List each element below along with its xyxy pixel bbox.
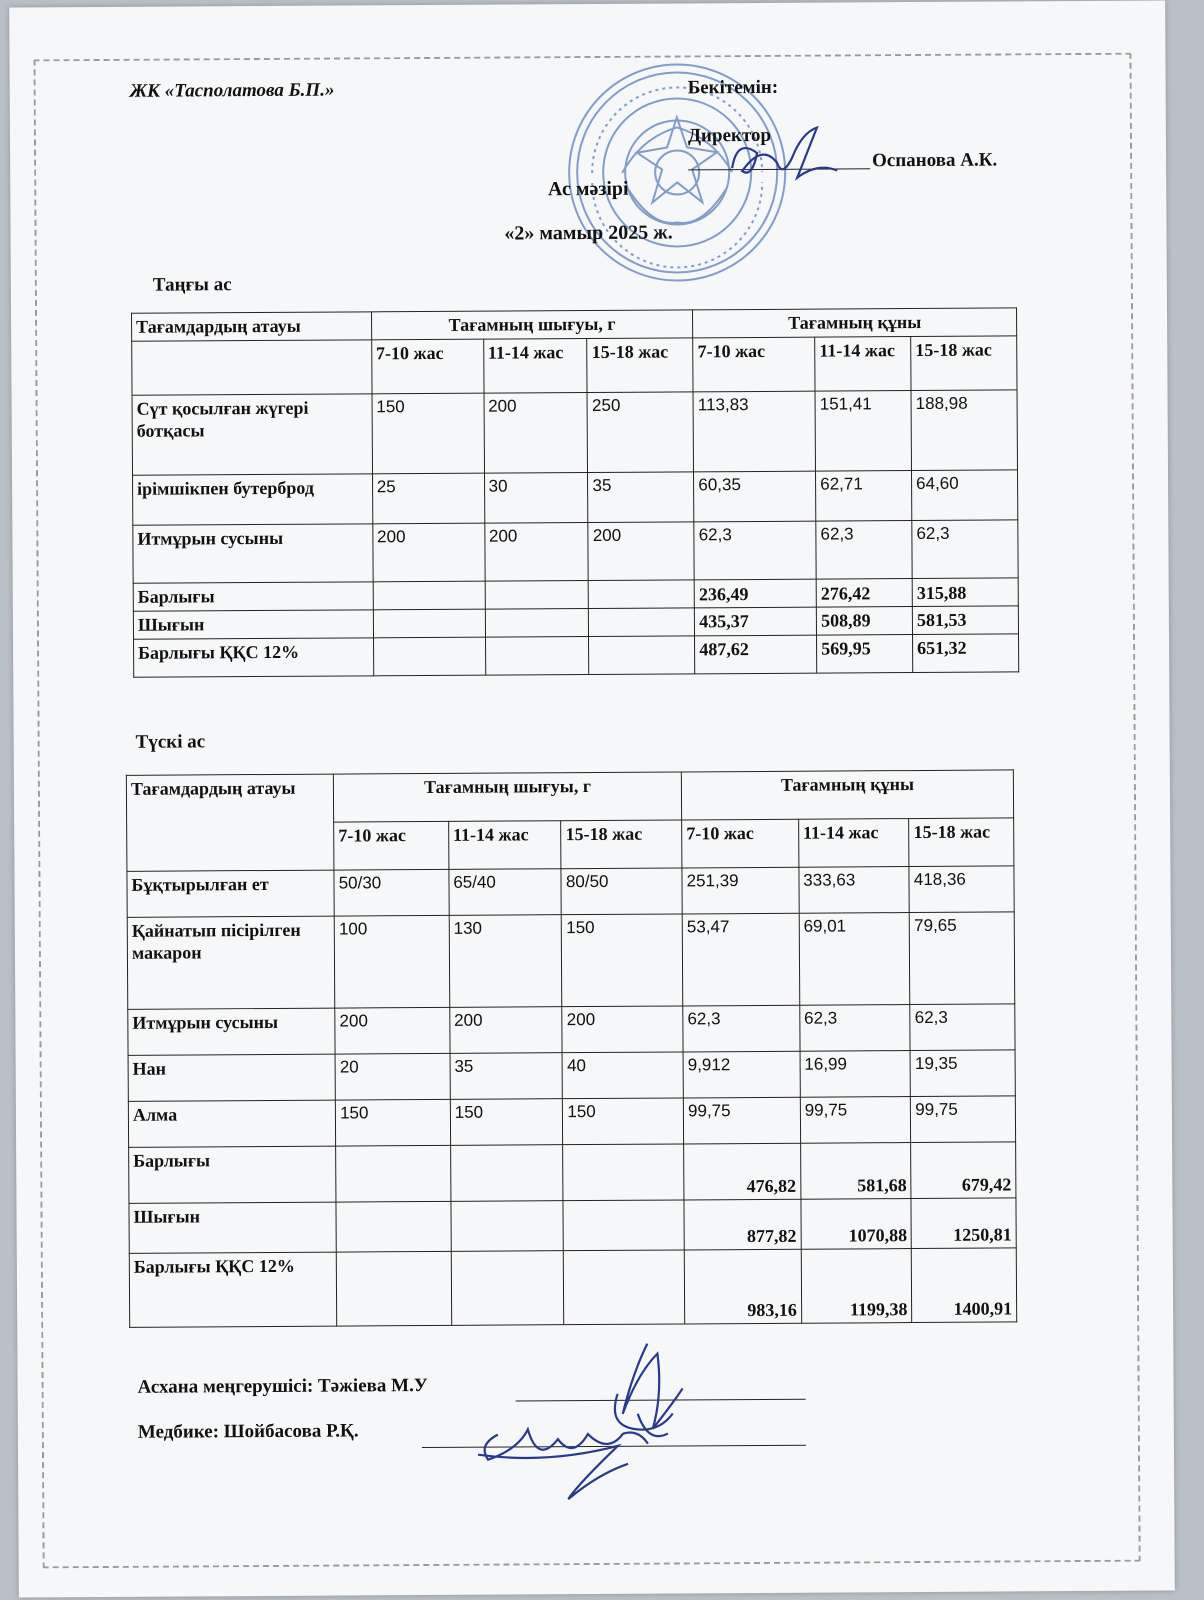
total-cost: 1070,88 — [801, 1199, 912, 1250]
organization-name: ЖК «Тасполатова Б.П.» — [129, 79, 335, 102]
output-cell: 65/40 — [449, 869, 562, 916]
cost-cell: 62,3 — [800, 1005, 911, 1052]
cost-cell: 64,60 — [912, 470, 1018, 521]
empty-cell — [589, 636, 695, 675]
total-label: Шығын — [129, 1202, 336, 1253]
total-cost: 435,37 — [695, 607, 817, 636]
empty-cell — [336, 1145, 451, 1202]
cost-cell: 99,75 — [911, 1096, 1016, 1143]
header-empty — [132, 340, 372, 395]
header-age: 7-10 жас — [693, 337, 815, 392]
approve-label: Бекітемін: — [687, 76, 779, 99]
table-row — [127, 912, 1015, 1009]
cost-cell: 19,35 — [910, 1050, 1015, 1097]
cost-cell: 9,912 — [683, 1051, 800, 1098]
output-cell: 150 — [372, 393, 484, 474]
total-label: Барлығы — [133, 582, 373, 611]
table-row — [127, 866, 1014, 917]
cost-cell: 62,3 — [683, 1005, 800, 1052]
cost-cell: 62,3 — [816, 521, 912, 580]
document-sheet — [9, 0, 1175, 1597]
output-cell: 200 — [450, 1007, 563, 1054]
total-cost: 236,49 — [694, 579, 816, 608]
empty-cell — [589, 608, 695, 637]
dish-name: Итмұрын сусыны — [128, 1008, 335, 1055]
cost-cell: 69,01 — [799, 913, 910, 1006]
dish-name: Бұқтырылған ет — [127, 870, 334, 917]
output-cell: 200 — [562, 1006, 683, 1053]
output-cell: 25 — [372, 473, 484, 524]
header-cost: Тағамның құны — [693, 308, 1017, 338]
output-cell: 200 — [335, 1007, 450, 1054]
lunch-table — [126, 769, 1017, 1327]
table-row — [133, 520, 1018, 583]
total-label: Барлығы ҚҚС 12% — [129, 1252, 337, 1327]
menu-title: Ас мәзірі — [547, 177, 629, 201]
empty-cell — [373, 637, 485, 676]
total-row — [129, 1248, 1016, 1327]
cost-cell: 62,3 — [912, 520, 1018, 579]
cost-cell: 188,98 — [911, 390, 1017, 471]
breakfast-section-title: Таңғы ас — [152, 274, 232, 296]
total-label: Шығын — [133, 610, 373, 639]
output-cell: 200 — [484, 523, 588, 582]
total-cost: 476,82 — [684, 1143, 801, 1200]
lunch-section-title: Түскі ас — [135, 731, 206, 753]
output-cell: 250 — [587, 392, 693, 473]
kitchen-head: Асхана меңгерушісі: Тәжіева М.У — [137, 1375, 428, 1398]
menu-date: «2» мамыр 2025 ж. — [504, 221, 673, 245]
header-age: 11-14 жас — [483, 339, 587, 394]
cost-cell: 113,83 — [693, 391, 815, 472]
output-cell: 35 — [588, 472, 694, 523]
output-cell: 150 — [335, 1099, 450, 1146]
table-row — [128, 1096, 1015, 1147]
empty-cell — [336, 1251, 451, 1326]
cost-cell: 62,71 — [816, 471, 912, 522]
empty-cell — [451, 1201, 564, 1252]
total-row — [134, 634, 1019, 677]
cost-cell: 53,47 — [682, 913, 799, 1006]
total-cost: 651,32 — [913, 634, 1019, 673]
total-cost: 1250,81 — [911, 1198, 1016, 1249]
output-cell: 20 — [335, 1053, 450, 1100]
output-cell: 50/30 — [334, 869, 449, 916]
header-age: 15-18 жас — [909, 818, 1014, 867]
header-age: 11-14 жас — [815, 337, 911, 392]
total-cost: 1400,91 — [912, 1248, 1017, 1323]
empty-cell — [451, 1251, 564, 1326]
output-cell: 30 — [484, 473, 588, 524]
empty-cell — [485, 609, 589, 638]
header-output: Тағамның шығуы, г — [333, 772, 681, 822]
cost-cell: 62,3 — [910, 1004, 1015, 1051]
output-cell: 200 — [373, 523, 485, 582]
total-cost: 508,89 — [816, 607, 912, 636]
director-label: Директор — [687, 124, 772, 147]
cost-cell: 418,36 — [909, 866, 1014, 913]
total-cost: 1199,38 — [801, 1249, 912, 1324]
dish-name: Итмұрын сусыны — [133, 524, 373, 583]
output-cell: 150 — [563, 1098, 684, 1145]
header-dish-name: Тағамдардың атауы — [132, 312, 372, 341]
output-cell: 40 — [562, 1052, 683, 1099]
empty-cell — [373, 581, 485, 610]
cost-cell: 151,41 — [815, 391, 911, 472]
cost-cell: 79,65 — [910, 912, 1015, 1005]
header-age: 11-14 жас — [798, 819, 909, 868]
header-age: 15-18 жас — [561, 820, 682, 869]
dish-name: ірімшікпен бутерброд — [133, 474, 373, 525]
total-cost: 487,62 — [695, 635, 817, 674]
table-row — [132, 390, 1017, 475]
header-output: Тағамның шығуы, г — [371, 310, 693, 340]
header-age: 15-18 жас — [911, 336, 1017, 391]
total-row — [129, 1198, 1016, 1253]
cost-cell: 16,99 — [800, 1051, 911, 1098]
output-cell: 200 — [484, 393, 588, 474]
output-cell: 150 — [562, 914, 683, 1007]
dish-name: Қайнатып пісірілген макарон — [127, 916, 335, 1009]
output-cell: 100 — [334, 915, 449, 1008]
table-row — [133, 470, 1018, 525]
empty-cell — [485, 637, 589, 676]
kitchen-head-signature — [457, 1333, 708, 1525]
total-cost: 276,42 — [816, 579, 912, 608]
cost-cell: 99,75 — [683, 1097, 800, 1144]
total-cost: 581,68 — [800, 1143, 911, 1200]
dish-name: Нан — [128, 1054, 335, 1101]
output-cell: 200 — [588, 522, 694, 581]
header-age: 11-14 жас — [448, 821, 561, 870]
total-cost: 983,16 — [684, 1249, 801, 1324]
cost-cell: 333,63 — [799, 867, 910, 914]
empty-cell — [485, 581, 589, 610]
empty-cell — [450, 1145, 563, 1202]
table-row — [128, 1050, 1015, 1101]
empty-cell — [564, 1250, 685, 1325]
header-age: 7-10 жас — [334, 821, 449, 870]
total-cost: 679,42 — [911, 1142, 1016, 1199]
header-dish-name: Тағамдардың атауы — [126, 774, 334, 871]
cost-cell: 62,3 — [694, 521, 816, 580]
cost-cell: 251,39 — [682, 867, 799, 914]
output-cell: 80/50 — [561, 868, 682, 915]
breakfast-table — [131, 307, 1019, 677]
output-cell: 35 — [450, 1053, 563, 1100]
empty-cell — [373, 609, 485, 638]
empty-cell — [563, 1200, 684, 1251]
cost-cell: 99,75 — [800, 1097, 911, 1144]
total-cost: 315,88 — [912, 578, 1018, 607]
empty-cell — [589, 580, 695, 609]
empty-cell — [336, 1201, 451, 1252]
output-cell: 130 — [449, 915, 562, 1008]
header-age: 7-10 жас — [682, 819, 799, 868]
director-name: Оспанова А.К. — [872, 149, 998, 172]
header-cost: Тағамның құны — [681, 770, 1013, 820]
table-row — [128, 1004, 1015, 1055]
dish-name: Сүт қосылған жүгері ботқасы — [132, 394, 372, 475]
total-row — [129, 1142, 1016, 1203]
total-cost: 877,82 — [684, 1199, 801, 1250]
header-age: 7-10 жас — [371, 339, 483, 394]
nurse: Медбике: Шойбасова Р.Қ. — [137, 1420, 359, 1443]
dish-name: Алма — [128, 1100, 335, 1147]
header-age: 15-18 жас — [587, 338, 693, 393]
output-cell: 150 — [450, 1099, 563, 1146]
total-label: Барлығы ҚҚС 12% — [134, 638, 374, 677]
total-label: Барлығы — [129, 1146, 336, 1203]
cost-cell: 60,35 — [694, 471, 816, 522]
total-cost: 581,53 — [912, 606, 1018, 635]
total-cost: 569,95 — [817, 635, 913, 674]
empty-cell — [563, 1144, 684, 1201]
